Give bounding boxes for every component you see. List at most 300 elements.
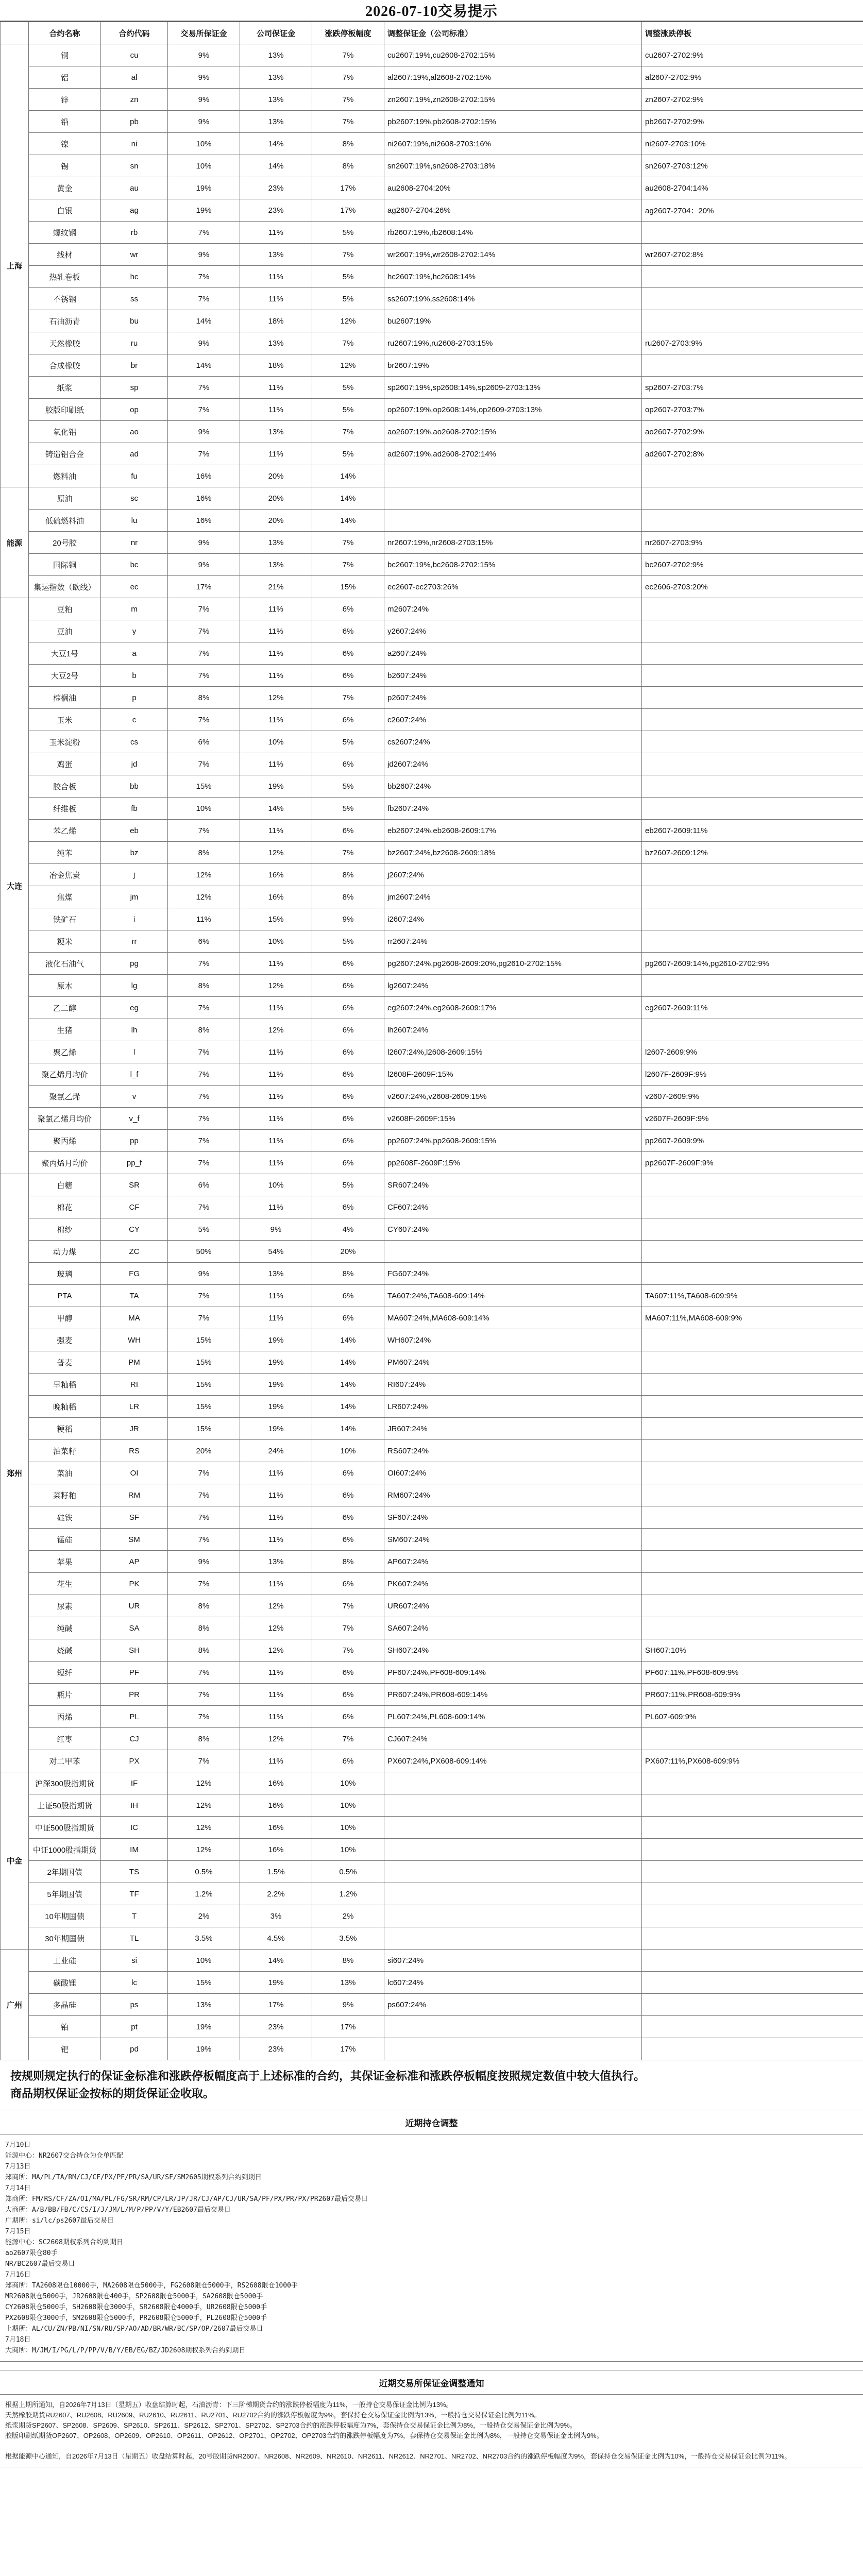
price-limit-cell: 10% <box>312 1772 384 1794</box>
contract-code-cell: hc <box>101 266 168 288</box>
contract-name-cell: 胶合板 <box>29 775 101 798</box>
table-row <box>1 1440 863 1462</box>
price-limit-cell: 8% <box>312 1263 384 1285</box>
adjusted-limit-cell <box>642 908 863 930</box>
adjusted-limit-cell: PR607:11%,PR608-609:9% <box>642 1684 863 1706</box>
price-limit-cell: 6% <box>312 997 384 1019</box>
table-row <box>1 1883 863 1905</box>
price-limit-cell: 20% <box>312 1241 384 1263</box>
adjusted-limit-cell <box>642 1174 863 1196</box>
adjusted-limit-cell: l2607-2609:9% <box>642 1041 863 1063</box>
table-row <box>1 1595 863 1617</box>
table-row <box>1 1905 863 1927</box>
price-limit-cell: 14% <box>312 1396 384 1418</box>
company-margin-cell: 16% <box>240 864 312 886</box>
table-row <box>1 975 863 997</box>
exchange-margin-cell: 7% <box>168 997 240 1019</box>
adjusted-limit-cell <box>642 886 863 908</box>
contract-name-cell: 锰硅 <box>29 1529 101 1551</box>
table-row <box>1 1573 863 1595</box>
contract-code-cell: eb <box>101 820 168 842</box>
price-limit-cell: 15% <box>312 576 384 598</box>
contract-name-cell: 钯 <box>29 2038 101 2060</box>
contract-code-cell: FG <box>101 1263 168 1285</box>
contract-name-cell: 玉米淀粉 <box>29 731 101 753</box>
header-exchange-margin: 交易所保证金 <box>168 22 240 44</box>
table-row <box>1 443 863 465</box>
adjusted-margin-cell: nr2607:19%,nr2608-2703:15% <box>384 532 642 554</box>
exchange-margin-cell: 7% <box>168 1662 240 1684</box>
exchange-margin-cell: 9% <box>168 554 240 576</box>
adjusted-margin-cell: rb2607:19%,rb2608:14% <box>384 222 642 244</box>
adjusted-margin-cell <box>384 1927 642 1950</box>
company-margin-cell: 1.5% <box>240 1861 312 1883</box>
exchange-margin-cell: 9% <box>168 332 240 354</box>
contract-name-cell: 大豆1号 <box>29 642 101 665</box>
contract-code-cell: CY <box>101 1218 168 1241</box>
exchange-margin-cell: 9% <box>168 66 240 89</box>
contract-name-cell: 棉花 <box>29 1196 101 1218</box>
exchange-margin-cell: 17% <box>168 576 240 598</box>
exchange-margin-cell: 9% <box>168 421 240 443</box>
adjusted-limit-cell: v2607F-2609F:9% <box>642 1108 863 1130</box>
company-margin-cell: 11% <box>240 1529 312 1551</box>
contract-code-cell: a <box>101 642 168 665</box>
adjusted-limit-cell: ad2607-2702:8% <box>642 443 863 465</box>
price-limit-cell: 5% <box>312 798 384 820</box>
price-limit-cell: 6% <box>312 620 384 642</box>
adjusted-limit-cell: v2607-2609:9% <box>642 1086 863 1108</box>
exchange-margin-cell: 16% <box>168 487 240 510</box>
exchange-margin-cell: 15% <box>168 1374 240 1396</box>
exchange-margin-cell: 12% <box>168 886 240 908</box>
contract-name-cell: 集运指数（欧线） <box>29 576 101 598</box>
table-header-row <box>1 22 863 44</box>
company-margin-cell: 12% <box>240 842 312 864</box>
contract-code-cell: pb <box>101 111 168 133</box>
adjusted-limit-cell <box>642 1817 863 1839</box>
exchange-margin-cell: 7% <box>168 399 240 421</box>
price-limit-cell: 6% <box>312 1086 384 1108</box>
adjusted-margin-cell: eg2607:24%,eg2608-2609:17% <box>384 997 642 1019</box>
contract-name-cell: 聚氯乙烯 <box>29 1086 101 1108</box>
adjusted-limit-cell <box>642 288 863 310</box>
header-exchange <box>1 22 29 44</box>
exchange-margin-cell: 1.2% <box>168 1883 240 1905</box>
price-limit-cell: 7% <box>312 89 384 111</box>
exchange-margin-cell: 20% <box>168 1440 240 1462</box>
company-margin-cell: 16% <box>240 886 312 908</box>
adjusted-margin-cell: c2607:24% <box>384 709 642 731</box>
adjusted-margin-cell: jm2607:24% <box>384 886 642 908</box>
exchange-margin-cell: 15% <box>168 1351 240 1374</box>
adjusted-margin-cell: br2607:19% <box>384 354 642 377</box>
company-margin-cell: 12% <box>240 687 312 709</box>
price-limit-cell: 6% <box>312 1529 384 1551</box>
contract-name-cell: 乙二醇 <box>29 997 101 1019</box>
contract-name-cell: 线材 <box>29 244 101 266</box>
price-limit-cell: 6% <box>312 1130 384 1152</box>
exchange-margin-cell: 5% <box>168 1218 240 1241</box>
contract-name-cell: 苹果 <box>29 1551 101 1573</box>
table-row <box>1 842 863 864</box>
exchange-margin-cell: 14% <box>168 310 240 332</box>
company-margin-cell: 11% <box>240 598 312 620</box>
company-margin-cell: 12% <box>240 975 312 997</box>
table-row <box>1 687 863 709</box>
price-limit-cell: 10% <box>312 1794 384 1817</box>
price-limit-cell: 6% <box>312 1196 384 1218</box>
company-margin-cell: 12% <box>240 1595 312 1617</box>
adjusted-limit-cell: l2607F-2609F:9% <box>642 1063 863 1086</box>
price-limit-cell: 6% <box>312 753 384 775</box>
contract-name-cell: 铸造铝合金 <box>29 443 101 465</box>
contract-code-cell: SM <box>101 1529 168 1551</box>
adjusted-limit-cell: sn2607-2703:12% <box>642 155 863 177</box>
adjusted-limit-cell <box>642 598 863 620</box>
table-row <box>1 1108 863 1130</box>
adjusted-limit-cell <box>642 753 863 775</box>
contract-name-cell: 豆油 <box>29 620 101 642</box>
price-limit-cell: 14% <box>312 1418 384 1440</box>
price-limit-cell: 7% <box>312 1595 384 1617</box>
contract-name-cell: 大豆2号 <box>29 665 101 687</box>
adjusted-margin-cell: SR607:24% <box>384 1174 642 1196</box>
adjusted-limit-cell: al2607-2702:9% <box>642 66 863 89</box>
table-row <box>1 1772 863 1794</box>
contract-name-cell: 热轧卷板 <box>29 266 101 288</box>
adjusted-limit-cell: PX607:11%,PX608-609:9% <box>642 1750 863 1772</box>
adjusted-margin-cell: ao2607:19%,ao2608-2702:15% <box>384 421 642 443</box>
table-row <box>1 775 863 798</box>
table-row <box>1 532 863 554</box>
contract-code-cell: ao <box>101 421 168 443</box>
contract-code-cell: cs <box>101 731 168 753</box>
adjusted-limit-cell <box>642 1529 863 1551</box>
table-row <box>1 1462 863 1484</box>
contract-code-cell: ad <box>101 443 168 465</box>
price-limit-cell: 5% <box>312 266 384 288</box>
exchange-margin-cell: 7% <box>168 377 240 399</box>
price-limit-cell: 9% <box>312 908 384 930</box>
exchange-margin-cell: 7% <box>168 1108 240 1130</box>
adjusted-limit-cell <box>642 487 863 510</box>
table-row <box>1 886 863 908</box>
contract-name-cell: 石油沥青 <box>29 310 101 332</box>
contract-name-cell: 聚丙烯 <box>29 1130 101 1152</box>
contract-name-cell: 镍 <box>29 133 101 155</box>
price-limit-cell: 5% <box>312 288 384 310</box>
contract-name-cell: 瓶片 <box>29 1684 101 1706</box>
contract-code-cell: pp <box>101 1130 168 1152</box>
contract-code-cell: PL <box>101 1706 168 1728</box>
table-row <box>1 1418 863 1440</box>
adjusted-limit-cell <box>642 1506 863 1529</box>
contract-code-cell: lu <box>101 510 168 532</box>
adjusted-limit-cell: cu2607-2702:9% <box>642 44 863 66</box>
adjusted-margin-cell: JR607:24% <box>384 1418 642 1440</box>
table-row <box>1 310 863 332</box>
table-row <box>1 1639 863 1662</box>
contract-code-cell: op <box>101 399 168 421</box>
company-margin-cell: 11% <box>240 1750 312 1772</box>
adjusted-margin-cell: RM607:24% <box>384 1484 642 1506</box>
contract-name-cell: 聚乙烯 <box>29 1041 101 1063</box>
table-row <box>1 1130 863 1152</box>
adjusted-limit-cell <box>642 1351 863 1374</box>
company-margin-cell: 11% <box>240 1706 312 1728</box>
contract-code-cell: IM <box>101 1839 168 1861</box>
company-margin-cell: 13% <box>240 1263 312 1285</box>
contract-name-cell: 聚氯乙烯月均价 <box>29 1108 101 1130</box>
adjusted-margin-cell: ad2607:19%,ad2608-2702:14% <box>384 443 642 465</box>
contract-name-cell: 花生 <box>29 1573 101 1595</box>
table-row <box>1 399 863 421</box>
table-row <box>1 1218 863 1241</box>
contract-name-cell: 多晶硅 <box>29 1994 101 2016</box>
adjusted-limit-cell <box>642 1994 863 2016</box>
price-limit-cell: 5% <box>312 377 384 399</box>
company-margin-cell: 11% <box>240 1041 312 1063</box>
price-limit-cell: 6% <box>312 1684 384 1706</box>
contract-code-cell: jd <box>101 753 168 775</box>
contract-name-cell: 铁矿石 <box>29 908 101 930</box>
adjusted-limit-cell <box>642 1573 863 1595</box>
contract-name-cell: 鸡蛋 <box>29 753 101 775</box>
adjusted-margin-cell <box>384 1794 642 1817</box>
price-limit-cell: 6% <box>312 975 384 997</box>
contract-name-cell: 棕榈油 <box>29 687 101 709</box>
company-margin-cell: 20% <box>240 465 312 487</box>
contract-code-cell: JR <box>101 1418 168 1440</box>
price-limit-cell: 0.5% <box>312 1861 384 1883</box>
contract-code-cell: b <box>101 665 168 687</box>
price-limit-cell: 14% <box>312 465 384 487</box>
exchange-margin-cell: 9% <box>168 244 240 266</box>
recent-position-title: 近期持仓调整 <box>0 2110 863 2134</box>
adjusted-limit-cell <box>642 510 863 532</box>
company-margin-cell: 12% <box>240 1617 312 1639</box>
table-row <box>1 1241 863 1263</box>
price-limit-cell: 6% <box>312 1462 384 1484</box>
exchange-margin-cell: 7% <box>168 753 240 775</box>
contract-name-cell: 黄金 <box>29 177 101 199</box>
adjusted-margin-cell: pp2608F-2609F:15% <box>384 1152 642 1174</box>
contract-code-cell: bb <box>101 775 168 798</box>
price-limit-cell: 6% <box>312 1506 384 1529</box>
contract-code-cell: TS <box>101 1861 168 1883</box>
contract-name-cell: 晚籼稻 <box>29 1396 101 1418</box>
table-row <box>1 266 863 288</box>
adjusted-margin-cell: i2607:24% <box>384 908 642 930</box>
adjusted-limit-cell <box>642 798 863 820</box>
table-row <box>1 1662 863 1684</box>
exchange-margin-cell: 8% <box>168 1595 240 1617</box>
company-margin-cell: 10% <box>240 930 312 953</box>
adjusted-margin-cell: PR607:24%,PR608-609:14% <box>384 1684 642 1706</box>
price-limit-cell: 14% <box>312 510 384 532</box>
exchange-margin-cell: 8% <box>168 842 240 864</box>
exchange-margin-cell: 7% <box>168 1063 240 1086</box>
price-limit-cell: 6% <box>312 1750 384 1772</box>
adjusted-margin-cell: bc2607:19%,bc2608-2702:15% <box>384 554 642 576</box>
contract-code-cell: TA <box>101 1285 168 1307</box>
adjusted-margin-cell: PX607:24%,PX608-609:14% <box>384 1750 642 1772</box>
contract-name-cell: 中证500股指期货 <box>29 1817 101 1839</box>
table-row <box>1 1307 863 1329</box>
exchange-margin-cell: 6% <box>168 930 240 953</box>
contract-name-cell: 纤维板 <box>29 798 101 820</box>
adjusted-limit-cell <box>642 1794 863 1817</box>
exchange-margin-cell: 9% <box>168 1263 240 1285</box>
contract-code-cell: ps <box>101 1994 168 2016</box>
contract-name-cell: 国际铜 <box>29 554 101 576</box>
adjusted-limit-cell: sp2607-2703:7% <box>642 377 863 399</box>
adjusted-margin-cell <box>384 1883 642 1905</box>
exchange-margin-cell: 8% <box>168 1639 240 1662</box>
price-limit-cell: 3.5% <box>312 1927 384 1950</box>
adjusted-margin-cell: FG607:24% <box>384 1263 642 1285</box>
recent-position-body: 7月10日 能源中心：NR2607交合持仓为仓单匹配 7月13日 郑商所：MA/PL/TA/RM/CJ/CF/PX/PF/PR/SA/UR/SF/SM2605期权系列合约到期日 7月14日 郑商所：FM/RS/CF/ZA/OI/MA/PL/FG/SR/RM/CP/LR/JP/JR/CJ/AP/CJ/UR/SA/PF/PX/PR/PX/PR2607最后交易日 大商所：A/B/BB/FB/C/CS/I/J/JM/L/M/P/PP/V/Y/EB2607最后交易日 广期所：si/lc/ps2607最后交易日 7月15日 能源中心：SC2608期权系列合约到期日 ao2607限仓80手 NR/BC2607最后交易日 7月16日 郑商所：TA2608限仓10000手，MA2608限仓5000手，FG2608限仓5000手，RS2608限仓1000手 MR2608限仓5000手，JR2608限仓400手，SP2608限仓5000手，SA2608限仓5000手 CY2608限仓5000手，SH2608限仓3000手，SR2608限仓4000手，UR2608限仓5000手 PX2608限仓3000手，SM2608限仓5000手，PR2608限仓5000手，PL2608限仓5000手 上期所：AL/CU/ZN/PB/NI/SN/RU/SP/AO/AD/BR/WR/BC/SP/OP/2607最后交易日 7月18日 大商所：M/JM/I/PG/L/P/PP/V/B/Y/EB/EG/BZ/JD2608期权系列合约到期日 <box>5 2141 368 2354</box>
exchange-margin-cell: 6% <box>168 1174 240 1196</box>
price-limit-cell: 8% <box>312 155 384 177</box>
exchange-margin-cell: 8% <box>168 1617 240 1639</box>
company-margin-cell: 9% <box>240 1218 312 1241</box>
exchange-cell: 中金 <box>1 1772 29 1950</box>
exchange-margin-cell: 9% <box>168 111 240 133</box>
contract-code-cell: lc <box>101 1972 168 1994</box>
exchange-margin-cell: 7% <box>168 1529 240 1551</box>
company-margin-cell: 19% <box>240 1351 312 1374</box>
page-title: 2026-07-10交易提示 <box>0 0 863 22</box>
company-margin-cell: 12% <box>240 1019 312 1041</box>
exchange-margin-cell: 10% <box>168 1950 240 1972</box>
adjusted-limit-cell <box>642 1241 863 1263</box>
contract-name-cell: 氧化铝 <box>29 421 101 443</box>
contract-name-cell: PTA <box>29 1285 101 1307</box>
adjusted-limit-cell <box>642 1551 863 1573</box>
adjusted-margin-cell: CJ607:24% <box>384 1728 642 1750</box>
table-row <box>1 1086 863 1108</box>
exchange-margin-cell: 15% <box>168 1329 240 1351</box>
adjusted-limit-cell <box>642 1772 863 1794</box>
price-limit-cell: 8% <box>312 133 384 155</box>
adjusted-limit-cell <box>642 775 863 798</box>
adjusted-limit-cell <box>642 1861 863 1883</box>
contract-code-cell: bu <box>101 310 168 332</box>
contract-code-cell: jm <box>101 886 168 908</box>
table-row <box>1 1152 863 1174</box>
company-margin-cell: 13% <box>240 44 312 66</box>
company-margin-cell: 14% <box>240 1950 312 1972</box>
price-limit-cell: 6% <box>312 1662 384 1684</box>
adjusted-margin-cell: CY607:24% <box>384 1218 642 1241</box>
adjusted-margin-cell: ss2607:19%,ss2608:14% <box>384 288 642 310</box>
table-row <box>1 1994 863 2016</box>
exchange-margin-cell: 12% <box>168 1772 240 1794</box>
company-margin-cell: 11% <box>240 1573 312 1595</box>
table-row <box>1 665 863 687</box>
adjusted-limit-cell <box>642 465 863 487</box>
contract-code-cell: pp_f <box>101 1152 168 1174</box>
table-row <box>1 44 863 66</box>
contract-code-cell: PR <box>101 1684 168 1706</box>
price-limit-cell: 7% <box>312 44 384 66</box>
recent-margin-body: 根据上期所通知，自2026年7月13日（星期五）收盘结算时起，石油沥青：下三阶梯期货合约的涨跌停板幅度为11%，一般持仓交易保证金比例为13%。 天然橡胶期货RU2607、RU2608、RU2609、RU2610、RU2611、RU2701、RU2702合约的涨跌停板幅度为9%，套保持仓交易保证金比例为13%，一般持仓交易保证金比例为11%。 纸浆期货SP2607、SP2608、SP2609、SP2610、SP2611、SP2612、SP2701、SP2702、SP2703合约的涨跌停板幅度为7%，套保持仓交易保证金比例为8%，一般持仓交易保证金比例为9%。 胶版印刷纸期货OP2607、OP2608、OP2609、OP2610、OP2611、OP2612、OP2701、OP2702、OP2703合约的涨跌停板幅度为7%，套保持仓交易保证金比例为8%，一般持仓交易保证金比例为9%。 根据能源中心通知，自2026年7月13日（星期五）收盘结算时起，20号胶期货NR2607、NR2608、NR2609、NR2610、NR2611、NR2612、NR2701、NR2702、NR2703合约的涨跌停板幅度为9%，套保持仓交易保证金比例为10%，一般持仓交易保证金比例为11%。 <box>5 2401 791 2460</box>
exchange-margin-cell: 7% <box>168 443 240 465</box>
table-row <box>1 1329 863 1351</box>
exchange-margin-cell: 7% <box>168 1484 240 1506</box>
table-row <box>1 864 863 886</box>
company-margin-cell: 16% <box>240 1794 312 1817</box>
adjusted-margin-cell <box>384 510 642 532</box>
contract-code-cell: T <box>101 1905 168 1927</box>
contract-name-cell: 生猪 <box>29 1019 101 1041</box>
company-margin-cell: 19% <box>240 1329 312 1351</box>
adjusted-margin-cell: SM607:24% <box>384 1529 642 1551</box>
contract-name-cell: 焦煤 <box>29 886 101 908</box>
price-limit-cell: 7% <box>312 1617 384 1639</box>
company-margin-cell: 11% <box>240 1307 312 1329</box>
company-margin-cell: 11% <box>240 997 312 1019</box>
company-margin-cell: 13% <box>240 1551 312 1573</box>
table-row <box>1 1684 863 1706</box>
adjusted-margin-cell: AP607:24% <box>384 1551 642 1573</box>
table-row <box>1 1728 863 1750</box>
adjusted-margin-cell: si607:24% <box>384 1950 642 1972</box>
exchange-margin-cell: 12% <box>168 1794 240 1817</box>
price-limit-cell: 6% <box>312 1285 384 1307</box>
company-margin-cell: 54% <box>240 1241 312 1263</box>
company-margin-cell: 11% <box>240 399 312 421</box>
contract-name-cell: 早籼稻 <box>29 1374 101 1396</box>
company-margin-cell: 16% <box>240 1772 312 1794</box>
table-row <box>1 155 863 177</box>
contract-code-cell: si <box>101 1950 168 1972</box>
contract-code-cell: PK <box>101 1573 168 1595</box>
adjusted-margin-cell: RI607:24% <box>384 1374 642 1396</box>
company-margin-cell: 11% <box>240 1484 312 1506</box>
company-margin-cell: 14% <box>240 155 312 177</box>
exchange-margin-cell: 7% <box>168 1130 240 1152</box>
adjusted-margin-cell: op2607:19%,op2608:14%,op2609-2703:13% <box>384 399 642 421</box>
table-row <box>1 288 863 310</box>
exchange-margin-cell: 7% <box>168 953 240 975</box>
contract-name-cell: 棉纱 <box>29 1218 101 1241</box>
company-margin-cell: 2.2% <box>240 1883 312 1905</box>
price-limit-cell: 6% <box>312 1307 384 1329</box>
contract-name-cell: 30年期国债 <box>29 1927 101 1950</box>
price-limit-cell: 6% <box>312 1152 384 1174</box>
adjusted-margin-cell: OI607:24% <box>384 1462 642 1484</box>
contract-name-cell: 胶版印刷纸 <box>29 399 101 421</box>
header-contract-code: 合约代码 <box>101 22 168 44</box>
company-margin-cell: 11% <box>240 1130 312 1152</box>
contract-code-cell: al <box>101 66 168 89</box>
table-row <box>1 1263 863 1285</box>
table-row <box>1 1794 863 1817</box>
company-margin-cell: 11% <box>240 1662 312 1684</box>
company-margin-cell: 12% <box>240 1728 312 1750</box>
adjusted-margin-cell: sp2607:19%,sp2608:14%,sp2609-2703:13% <box>384 377 642 399</box>
adjusted-margin-cell: lc607:24% <box>384 1972 642 1994</box>
adjusted-margin-cell: lg2607:24% <box>384 975 642 997</box>
company-margin-cell: 11% <box>240 1086 312 1108</box>
adjusted-margin-cell <box>384 1772 642 1794</box>
company-margin-cell: 11% <box>240 1684 312 1706</box>
adjusted-limit-cell: ag2607-2704：20% <box>642 199 863 222</box>
price-limit-cell: 6% <box>312 709 384 731</box>
